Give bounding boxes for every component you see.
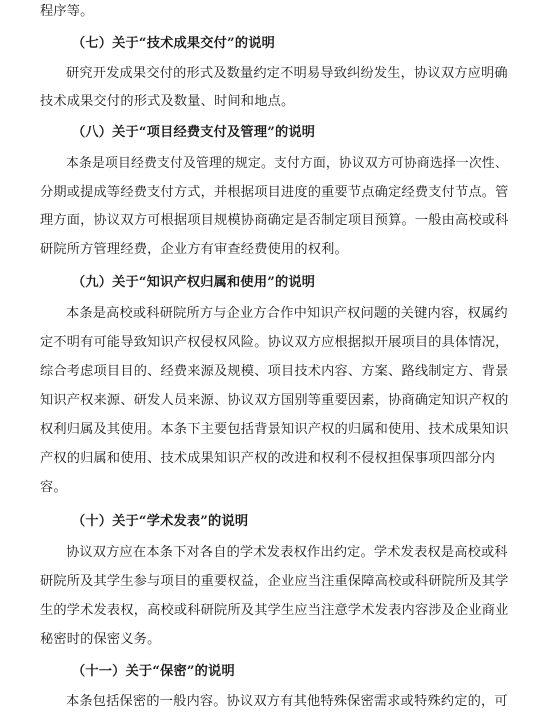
paragraph-line: 本条是高校或科研院所方与企业方合作中知识产权问题的关键内容，权属约 [66,306,508,321]
paragraph-line: 产权的归属和使用、技术成果知识产权的改进和权利不侵权担保事项四部分内 [40,451,496,466]
paragraph-line: 生的学术发表权，高校或科研院所及其学生应当注意学术发表内容涉及企业商业 [40,603,509,618]
paragraph-line: 协议双方应在本条下对各自的学术发表权作出约定。学术发表权是高校或科 [66,545,508,560]
continuation-text: 程序等。 [40,4,94,19]
paragraph-line: 理方面，协议双方可根据项目规模协商确定是否制定项目预算。一般由高校或科 [40,213,509,228]
paragraph-line: 本条包括保密的一般内容。协议双方有其他特殊保密需求或特殊约定的，可 [66,694,508,709]
paragraph-line: 分期或提成等经费支付方式，并根据项目进度的重要节点确定经费支付节点。管 [40,185,509,200]
section-heading-7: （七）关于“技术成果交付”的说明 [72,36,275,51]
paragraph-line: 定不明有可能导致知识产权侵权风险。协议双方应根据拟开展项目的具体情况， [40,335,509,350]
paragraph-line: 综合考虑项目目的、经费来源及规模、项目技术内容、方案、路线制定方、背景 [40,364,509,379]
section-heading-11: （十一）关于“保密”的说明 [72,664,235,679]
paragraph-line: 本条是项目经费支付及管理的规定。支付方面，协议双方可协商选择一次性、 [66,156,508,171]
paragraph-line: 知识产权来源、研发人员来源、协议双方国别等重要因素，协商确定知识产权的 [40,393,509,408]
section-heading-9: （九）关于“知识产权归属和使用”的说明 [72,275,316,290]
paragraph-line: 研院所及其学生参与项目的重要权益，企业应当注重保障高校或科研院所及其学 [40,574,509,589]
paragraph-line: 研究开发成果交付的形式及数量约定不明易导致纠纷发生，协议双方应明确 [66,66,508,81]
section-heading-8: （八）关于“项目经费支付及管理”的说明 [72,125,316,140]
paragraph-line: 权利归属及其使用。本条下主要包括背景知识产权的归属和使用、技术成果知识 [40,422,509,437]
paragraph-line: 研院所方管理经费，企业方有审查经费使用的权利。 [40,242,348,257]
paragraph-line: 技术成果交付的形式及数量、时间和地点。 [40,94,295,109]
section-heading-10: （十）关于“学术发表”的说明 [72,514,249,529]
paragraph-line: 容。 [40,480,67,495]
paragraph-line: 秘密时的保密义务。 [40,632,161,647]
